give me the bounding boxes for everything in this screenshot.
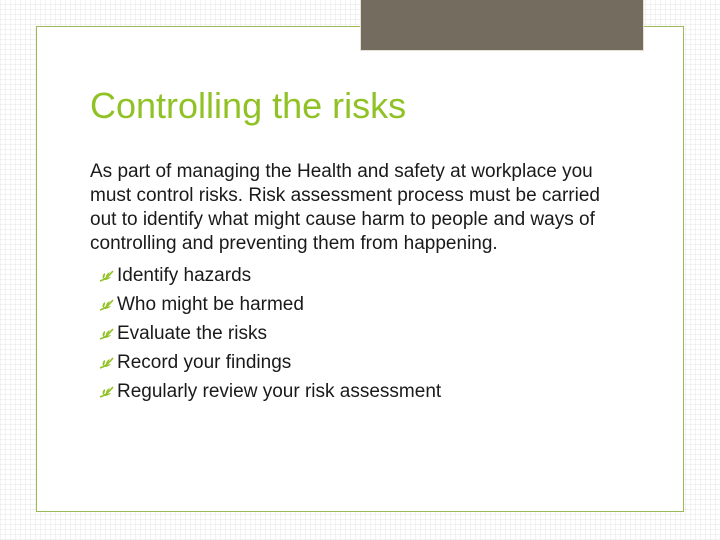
- bullet-item: [98, 290, 600, 319]
- bullet-text: Identify hazards: [117, 264, 252, 286]
- bullet-text: Evaluate the risks: [117, 322, 267, 344]
- fleur-ornament-icon: [98, 298, 114, 312]
- slide-title: Controlling the risks: [90, 85, 407, 126]
- bullet-item: [98, 348, 600, 377]
- bullet-item: [98, 319, 600, 348]
- bullet-text: Record your findings: [117, 351, 292, 373]
- fleur-ornament-icon: [98, 269, 114, 283]
- fleur-ornament-icon: [98, 327, 114, 341]
- fleur-ornament-icon: [98, 356, 114, 370]
- accent-bar: [360, 0, 644, 51]
- slide-content: [90, 160, 600, 406]
- body-paragraph: As part of managing the Health and safety at workplace you must control risks. Risk assessment process must be carried out to identify what might cause harm to people and ways of controlling and preventing them from happening.: [90, 161, 600, 254]
- bullet-list: [98, 261, 600, 406]
- bullet-item: [98, 377, 600, 406]
- bullet-item: [98, 261, 600, 290]
- fleur-ornament-icon: [98, 385, 114, 399]
- bullet-text: Regularly review your risk assessment: [117, 380, 442, 402]
- bullet-text: Who might be harmed: [117, 293, 304, 315]
